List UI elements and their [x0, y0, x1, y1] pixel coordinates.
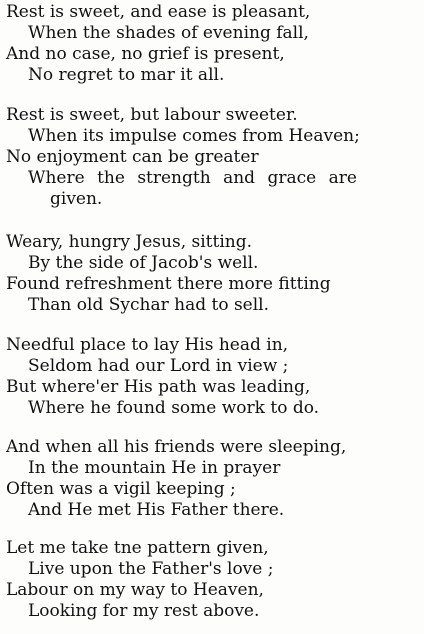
stanza-3: [6, 232, 422, 316]
poem-line: given.: [50, 189, 103, 209]
poem-line: When the shades of evening fall,: [28, 23, 309, 43]
poem-line: By the side of Jacob's well.: [28, 253, 259, 273]
poem-line: Often was a vigil keeping ;: [6, 479, 236, 499]
poem-line: Weary, hungry Jesus, sitting.: [6, 232, 253, 252]
poem-line: And when all his friends were sleeping,: [6, 437, 347, 457]
poem-line: Looking for my rest above.: [28, 601, 260, 621]
poem-line: Found refreshment there more fitting: [6, 274, 331, 294]
poem-line: Live upon the Father's love ;: [28, 559, 274, 579]
poem-line: No enjoyment can be greater: [6, 147, 259, 167]
poem-line: Where he found some work to do.: [28, 398, 320, 418]
poem-line: When its impulse comes from Heaven;: [28, 126, 360, 146]
poem-line: And He met His Father there.: [28, 500, 285, 520]
poem-line: Needful place to lay His head in,: [6, 335, 289, 355]
poem-line: Where the strength and grace are: [28, 168, 357, 188]
stanza-5: [6, 437, 422, 521]
stanza-6: [6, 538, 422, 622]
poem-line: In the mountain He in prayer: [28, 458, 281, 478]
stanza-1: [6, 2, 422, 86]
poem-line: Rest is sweet, but labour sweeter.: [6, 105, 298, 125]
stanza-4: [6, 335, 422, 419]
poem-line: Let me take tne pattern given,: [6, 538, 269, 558]
poem-line: Labour on my way to Heaven,: [6, 580, 264, 600]
poem-line: But where'er His path was leading,: [6, 377, 311, 397]
stanza-2: [6, 105, 422, 210]
poem-line: Than old Sychar had to sell.: [28, 295, 270, 315]
poem-line: And no case, no grief is present,: [6, 44, 285, 64]
poem-line: Seldom had our Lord in view ;: [28, 356, 289, 376]
poem-line: Rest is sweet, and ease is pleasant,: [6, 2, 311, 22]
poem-line: No regret to mar it all.: [28, 65, 225, 85]
